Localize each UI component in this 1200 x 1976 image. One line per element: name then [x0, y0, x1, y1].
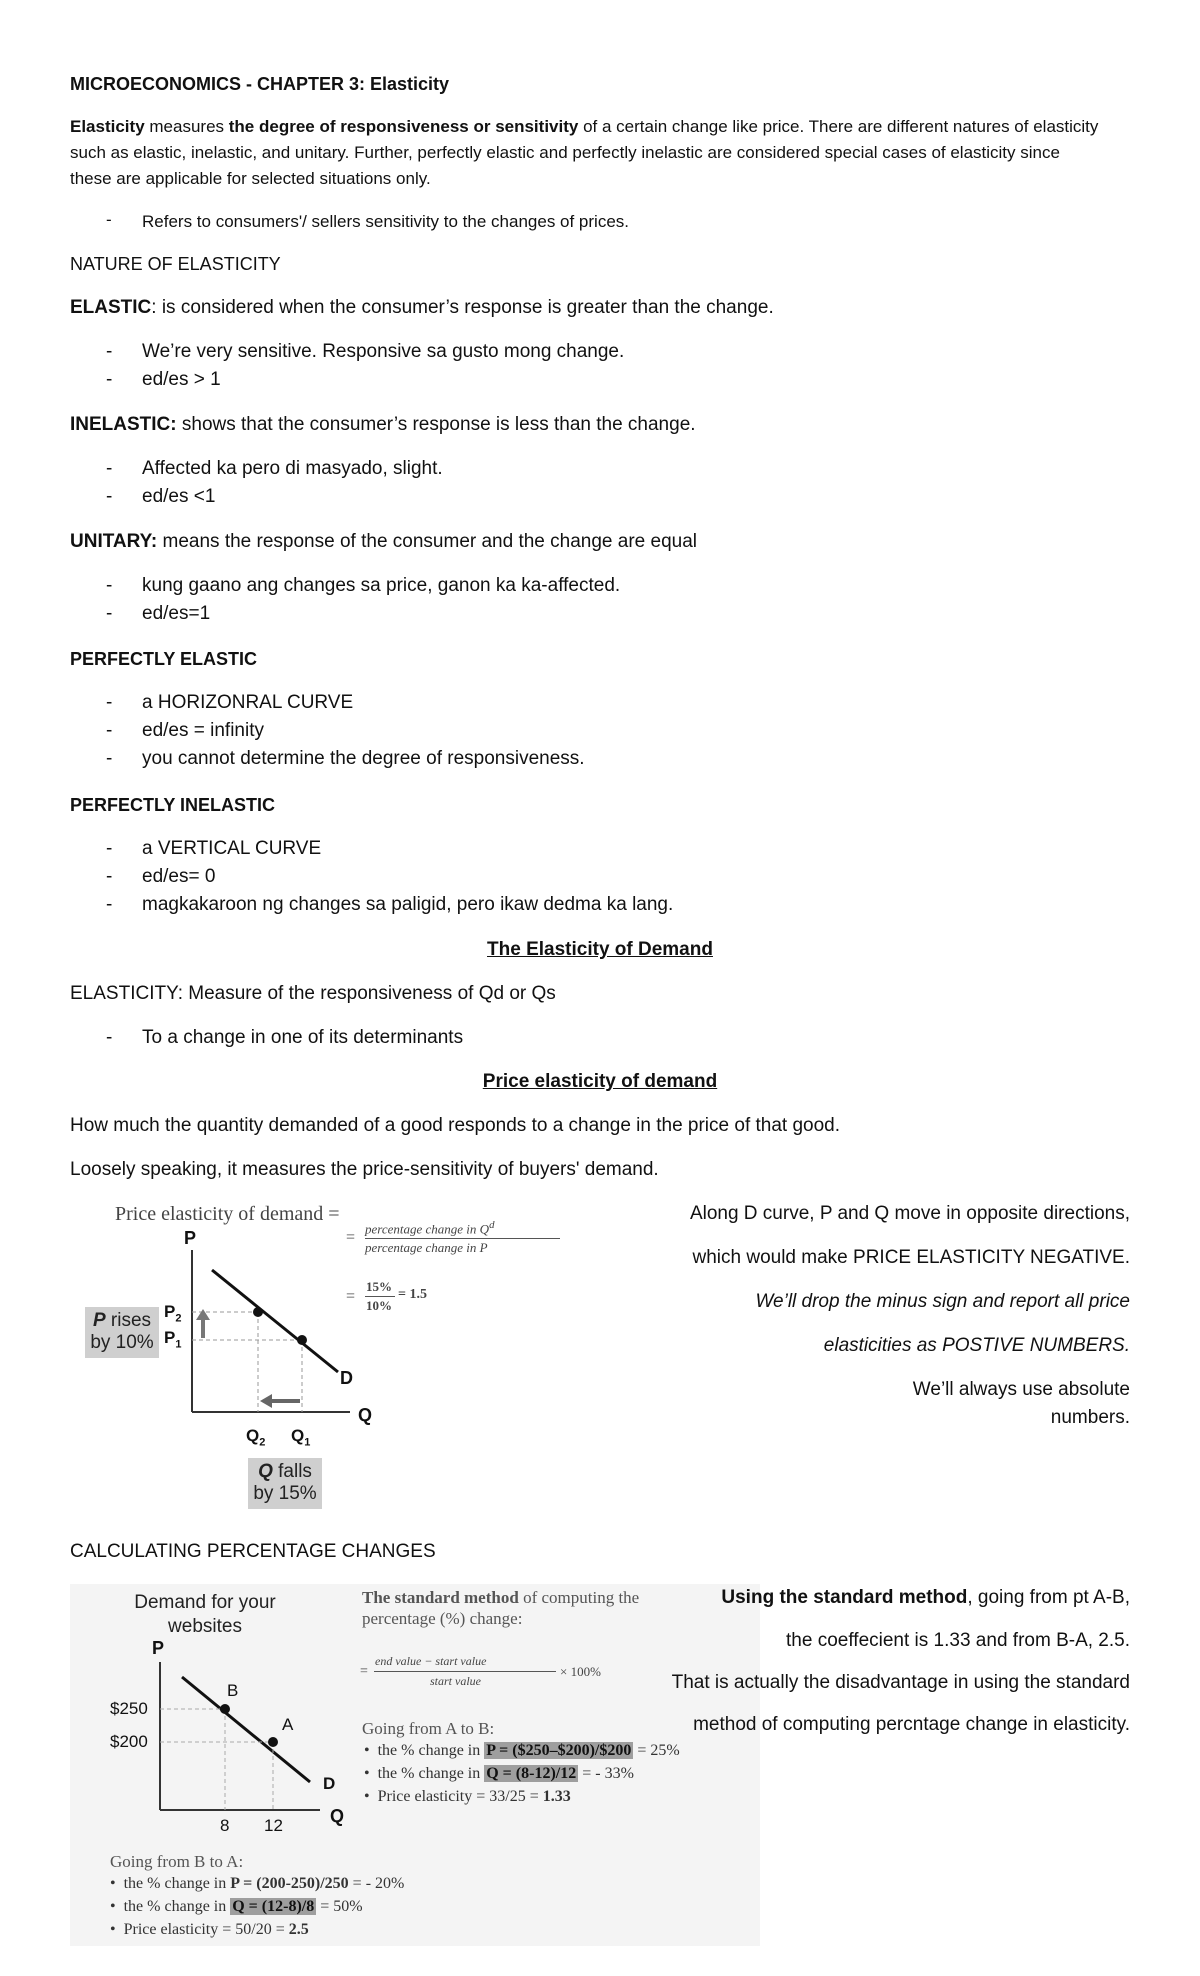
fig1-title: Price elasticity of demand =: [115, 1203, 340, 1225]
side1-line-4: elasticities as POSTIVE NUMBERS.: [823, 1335, 1130, 1356]
fig2-q-8: 8: [220, 1816, 230, 1835]
intro-line-1: [70, 117, 1098, 137]
fig1-price-arrow-head: [196, 1309, 210, 1320]
fig1-formula-denominator: percentage change in P: [365, 1240, 488, 1255]
fig1-eq-sign: =: [346, 1229, 356, 1246]
fig1-result: = 1.5: [398, 1287, 427, 1302]
perfectly-elastic-bullet-3: you cannot determine the degree of responsiveness.: [142, 748, 585, 769]
perfectly-elastic-bullet-2: ed/es = infinity: [142, 720, 264, 741]
fig1-demand-curve: [212, 1270, 338, 1372]
perfectly-inelastic-bullet-1: a VERTICAL CURVE: [142, 838, 322, 859]
unitary-bullet-2: ed/es=1: [142, 603, 211, 624]
bullet-dash: -: [106, 341, 113, 362]
fig2-title-line-1: Demand for your: [134, 1592, 276, 1613]
fig1-quantity-box-line-2: by 15%: [253, 1483, 317, 1504]
fig1-curve-label: D: [340, 1368, 353, 1388]
fig2-formula-denominator: start value: [430, 1674, 481, 1688]
fig1-frac-den: 10%: [366, 1298, 392, 1313]
bullet-dash: -: [106, 369, 113, 390]
ped-definition-2: Loosely speaking, it measures the price-sensitivity of buyers' demand.: [70, 1159, 659, 1180]
side1-line-2: which would make PRICE ELASTICITY NEGATIVE.: [692, 1247, 1130, 1268]
bullet-dash: -: [106, 575, 113, 596]
ped-heading: Price elasticity of demand: [482, 1071, 718, 1092]
unitary-def: means the response of the consumer and the change are equal: [162, 531, 697, 552]
bullet-dash: -: [106, 894, 113, 915]
fig1-formula-numerator: percentage change in $Q^d$: [365, 1219, 495, 1237]
intro-bullet: Refers to consumers'/ sellers sensitivity to the changes of prices.: [142, 212, 630, 231]
intro-term: Elasticity: [70, 117, 145, 136]
bullet-dash: -: [106, 210, 112, 229]
bullet-dash: -: [106, 748, 113, 769]
perfectly-elastic-term: PERFECTLY ELASTIC: [70, 649, 258, 669]
bullet-dash: -: [106, 838, 113, 859]
fig1-price-box-line-2: by 10%: [90, 1332, 154, 1353]
elastic-bullet-1: We’re very sensitive. Responsive sa gusto mong change.: [142, 341, 625, 362]
bullet-dash: -: [106, 486, 113, 507]
perfectly-inelastic-bullet-3: magkakaroon ng changes sa paligid, pero ikaw dedma ka lang.: [142, 894, 674, 915]
bullet-dash: -: [106, 458, 113, 479]
fig2-point-a: [268, 1737, 278, 1747]
fig1-p2-label: $P_2$: [164, 1302, 182, 1325]
inelastic-term: INELASTIC:: [70, 414, 177, 435]
side2-line-1: Using the standard method, going from pt A-B,: [721, 1587, 1130, 1608]
fig1-price-box-line-1: P rises: [92, 1310, 152, 1331]
fig2-axis-q: Q: [330, 1806, 345, 1826]
fig2-q-12: 12: [264, 1816, 283, 1835]
side2-line-4: method of computing percntage change in elasticity.: [693, 1714, 1130, 1735]
inelastic-definition: [70, 414, 696, 436]
figure-price-elasticity: [80, 1200, 600, 1510]
elastic-def: : is considered when the consumer’s response is greater than the change.: [151, 297, 774, 318]
elasticity-definition: ELASTICITY: Measure of the responsiveness of Qd or Qs: [70, 983, 556, 1004]
inelastic-def: shows that the consumer’s response is less than the change.: [181, 414, 696, 435]
intro-rest: of a certain change like price. There are different natures of elasticity: [583, 117, 1099, 136]
perfectly-elastic-bullet-1: a HORIZONRAL CURVE: [142, 692, 354, 713]
fig1-point-2: [253, 1307, 263, 1317]
ped-definition-1: How much the quantity demanded of a good responds to a change in the price of that good.: [70, 1115, 841, 1136]
bullet-dash: -: [106, 720, 113, 741]
intro-bold-phrase: the degree of responsiveness or sensitivity: [228, 117, 579, 136]
elasticity-bullet: To a change in one of its determinants: [142, 1027, 464, 1048]
fig2-point-b-label: B: [227, 1681, 239, 1700]
bullet-dash: -: [106, 692, 113, 713]
intro-text: measures: [149, 117, 225, 136]
fig1-quantity-box-line-1: Q falls: [258, 1461, 312, 1482]
elastic-definition: [70, 297, 774, 319]
fig1-q2-label: $Q_2$: [246, 1426, 266, 1449]
elastic-term: ELASTIC: [70, 297, 152, 318]
fig2-a-to-b-heading: Going from A to B:: [362, 1719, 495, 1738]
side2-line-3: That is actually the disadvantage in using the standard: [671, 1672, 1130, 1693]
fig2-formula-eq: =: [360, 1664, 368, 1679]
intro-line-3: these are applicable for selected situations only.: [70, 169, 431, 188]
bullet-dash: -: [106, 1027, 113, 1048]
fig2-axis-p: P: [152, 1638, 165, 1658]
unitary-term: UNITARY:: [70, 531, 158, 552]
side2-line-2: the coeffecient is 1.33 and from B-A, 2.5.: [786, 1630, 1130, 1651]
fig1-q1-label: $Q_1$: [291, 1426, 311, 1449]
fig2-ba-bullet-3: • Price elasticity = 50/20 = 2.5: [110, 1921, 309, 1938]
fig1-p1-label: $P_1$: [164, 1328, 182, 1351]
fig2-ba-bullet-2: • the % change in Q = (12-8)/8 = 50%: [110, 1898, 363, 1915]
fig2-price-250: $250: [110, 1699, 148, 1718]
fig2-std-line-1: The standard method of computing the: [362, 1588, 640, 1607]
fig2-b-to-a-heading: Going from B to A:: [110, 1852, 244, 1871]
fig1-frac-num: 15%: [366, 1279, 392, 1294]
fig1-price-box: [85, 1307, 159, 1358]
calc-heading: CALCULATING PERCENTAGE CHANGES: [70, 1541, 436, 1562]
fig1-axis-p: P: [184, 1228, 197, 1248]
fig2-std-line-2: percentage (%) change:: [362, 1609, 523, 1628]
fig2-title-line-2: websites: [168, 1616, 242, 1637]
fig1-quantity-box: [248, 1458, 322, 1509]
side1-line-3: We’ll drop the minus sign and report all price: [755, 1291, 1130, 1312]
inelastic-bullet-1: Affected ka pero di masyado, slight.: [142, 458, 443, 479]
side1-line-1: Along D curve, P and Q move in opposite directions,: [689, 1203, 1130, 1224]
side1-line-6: numbers.: [1050, 1407, 1130, 1428]
fig2-ab-bullet-2: • the % change in Q = (8-12)/12 = - 33%: [364, 1765, 634, 1782]
unitary-bullet-1: kung gaano ang changes sa price, ganon ka ka-affected.: [142, 575, 621, 596]
side1-line-5: We’ll always use absolute: [912, 1379, 1130, 1400]
fig1-quantity-arrow-head: [260, 1394, 272, 1408]
unitary-definition: [70, 531, 697, 553]
fig2-fraction-bar: [374, 1671, 556, 1672]
bullet-dash: -: [106, 866, 113, 887]
elastic-bullet-2: ed/es > 1: [142, 369, 221, 390]
fig2-point-a-label: A: [282, 1715, 294, 1734]
nature-heading: NATURE OF ELASTICITY: [70, 254, 281, 274]
fig2-curve-label: D: [323, 1774, 336, 1793]
inelastic-bullet-2: ed/es <1: [142, 486, 216, 507]
bullet-dash: -: [106, 603, 113, 624]
fig2-point-b: [220, 1704, 230, 1714]
perfectly-inelastic-term: PERFECTLY INELASTIC: [70, 795, 276, 815]
fig1-point-1: [297, 1335, 307, 1345]
perfectly-inelastic-bullet-2: ed/es= 0: [142, 866, 216, 887]
demand-heading: The Elasticity of Demand: [487, 939, 713, 960]
fig2-price-200: $200: [110, 1732, 148, 1751]
fig2-formula-mult: × 100%: [560, 1664, 601, 1679]
fig2-ab-bullet-1: • the % change in P = ($250–$200)/$200 = 25%: [364, 1742, 680, 1759]
intro-line-2: such as elastic, inelastic, and unitary. Further, perfectly elastic and perfectly inelastic are considered special cases of elasticity since: [70, 143, 1060, 162]
fig2-formula-numerator: end value − start value: [375, 1654, 487, 1668]
page-title: MICROECONOMICS - CHAPTER 3: Elasticity: [70, 74, 450, 94]
fig2-ab-bullet-3: • Price elasticity = 33/25 = 1.33: [364, 1788, 571, 1805]
figure-standard-method: [70, 1584, 760, 1946]
fig1-axis-q: Q: [358, 1405, 373, 1425]
fig1-eq-sign-2: =: [346, 1288, 356, 1305]
fig2-ba-bullet-1: • the % change in P = (200-250)/250 = - 20%: [110, 1875, 405, 1892]
